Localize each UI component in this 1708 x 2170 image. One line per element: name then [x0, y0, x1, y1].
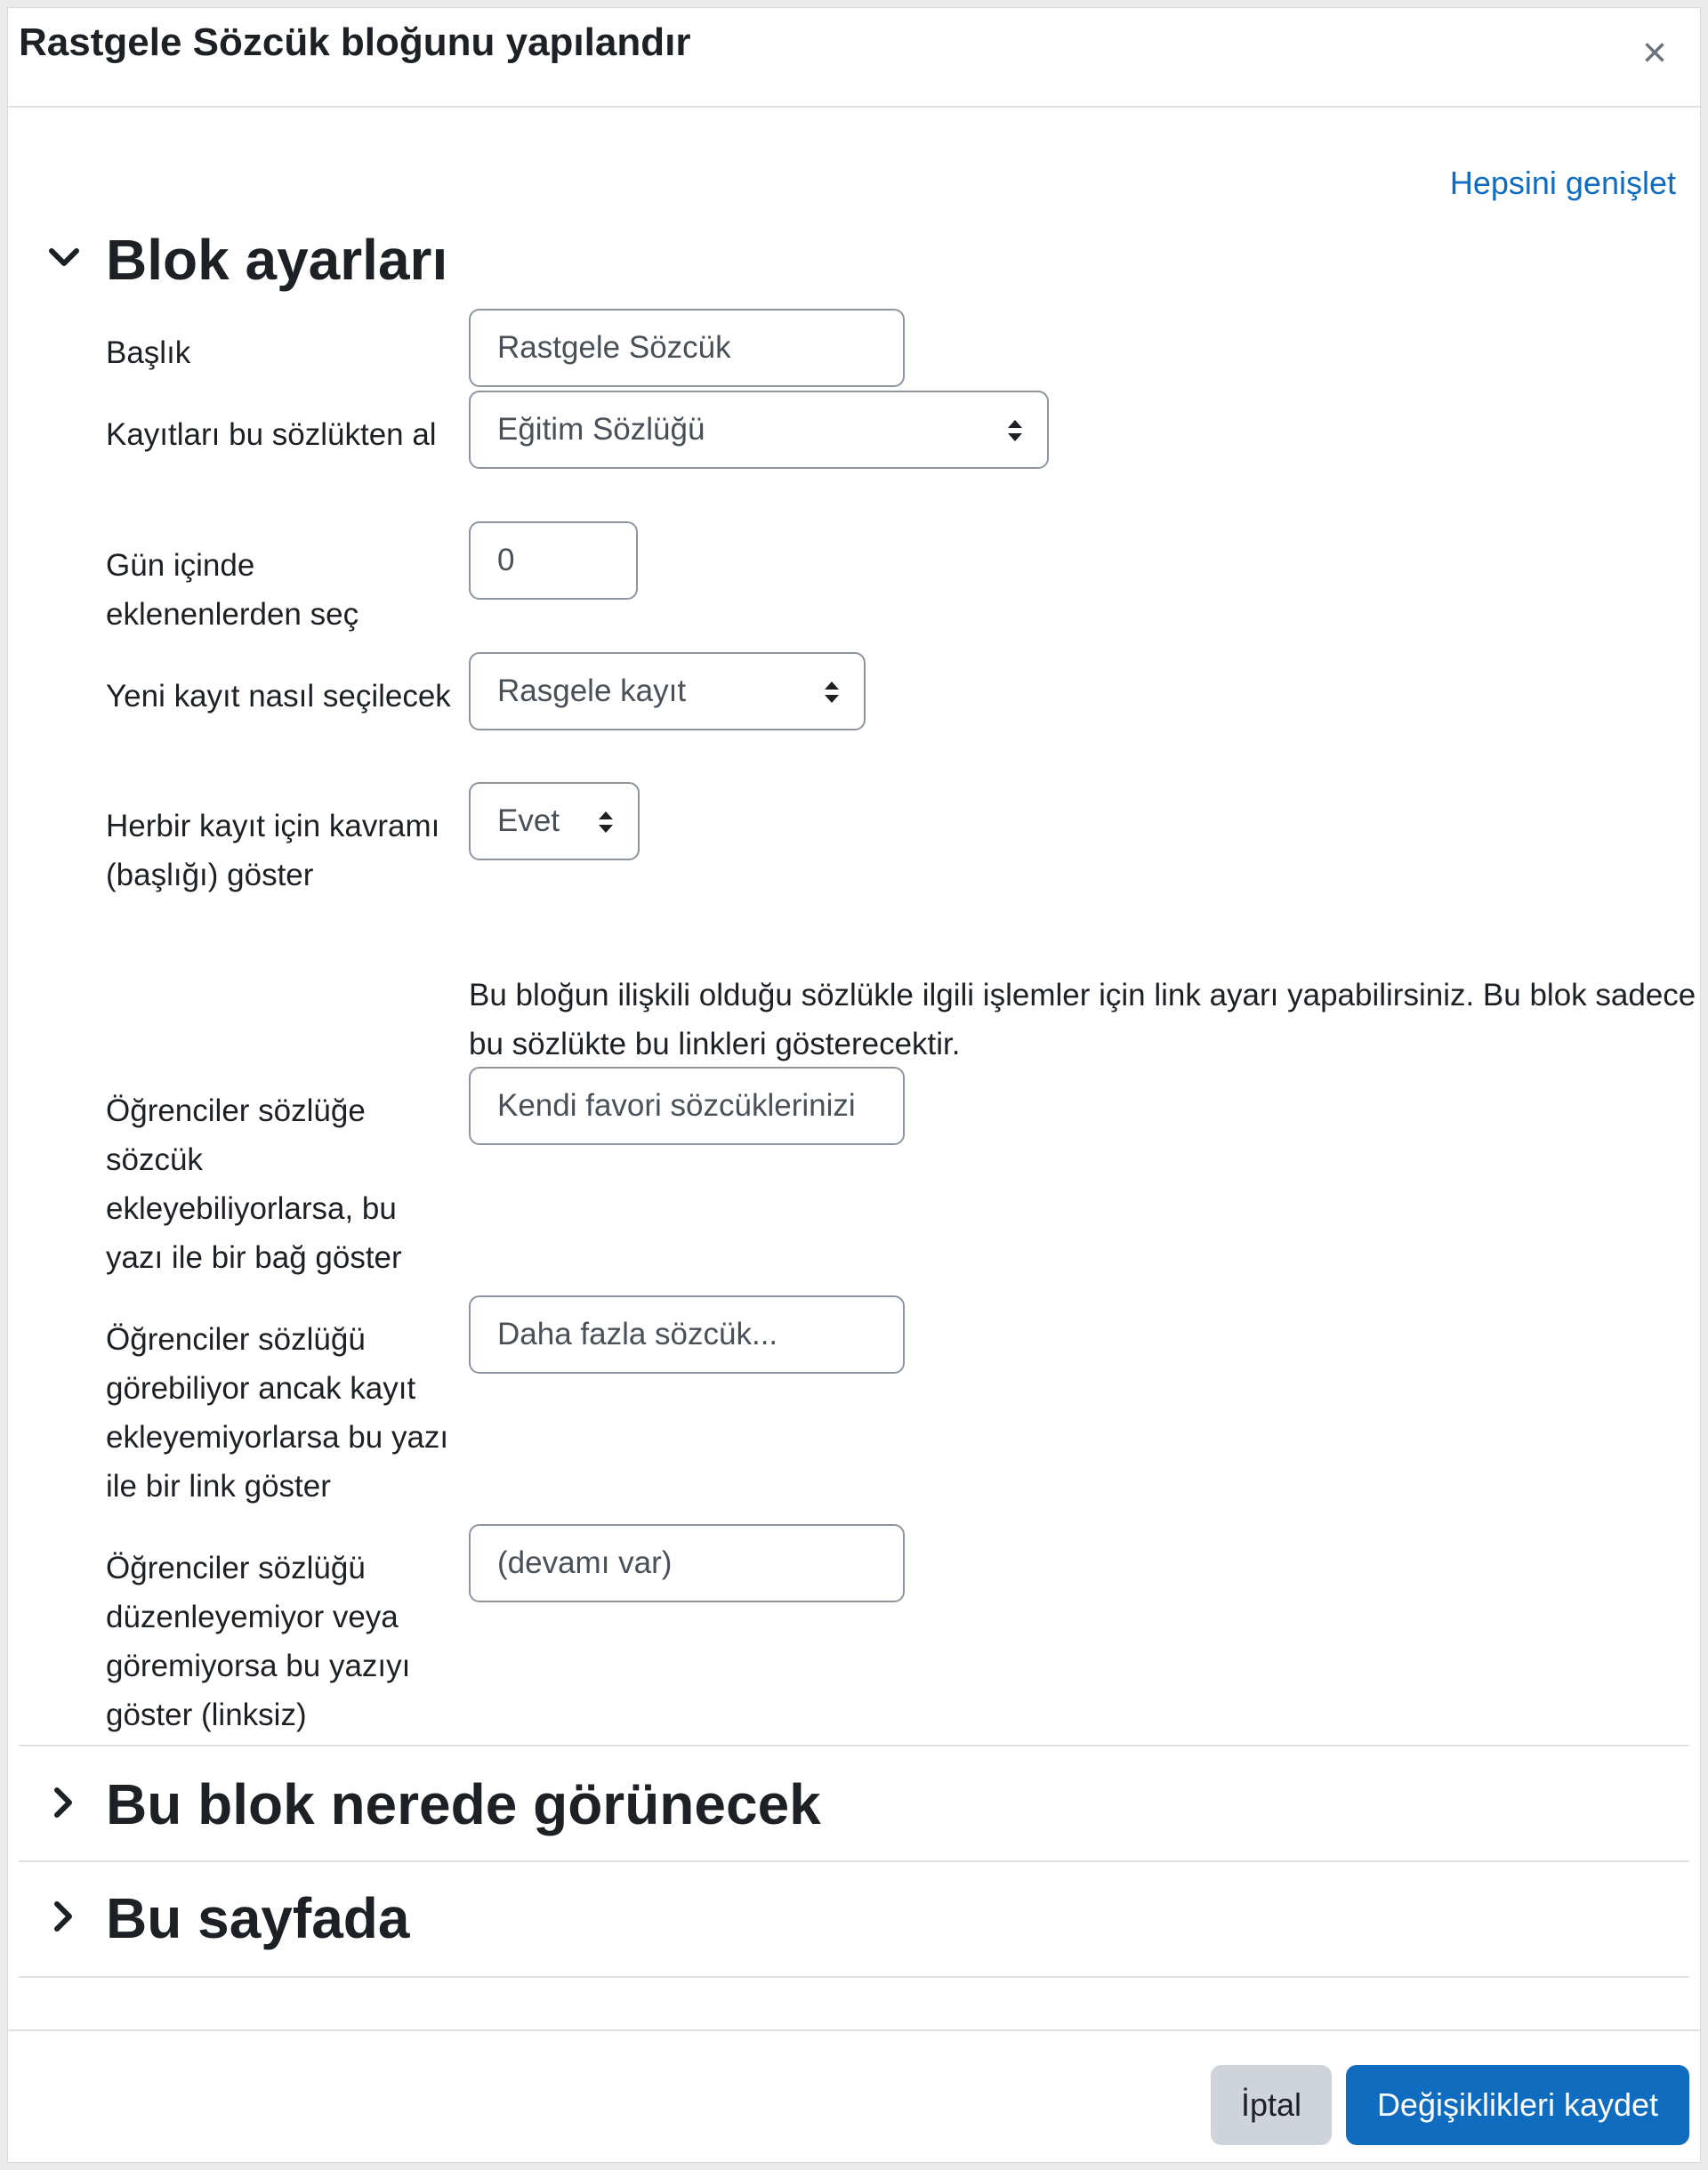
- section-block-settings[interactable]: [8, 218, 1700, 298]
- section-title: Bu sayfada: [106, 1886, 410, 1950]
- section-divider: [19, 1860, 1689, 1862]
- order-label: Yeni kayıt nasıl seçilecek: [106, 679, 451, 714]
- save-changes-button[interactable]: Değişiklikleri kaydet: [1346, 2065, 1689, 2145]
- select-caret-icon: [823, 678, 841, 705]
- section-on-this-page[interactable]: [8, 1880, 1700, 1960]
- show-concept-select-value: Evet: [497, 803, 560, 838]
- order-select[interactable]: [469, 652, 866, 730]
- glossary-select-value: Eğitim Sözlüğü: [497, 412, 705, 447]
- section-block-location[interactable]: [8, 1766, 1700, 1846]
- invisible-label: Öğrenciler sözlüğü düzenleyemiyor veya göremiyorsa bu yazıyı göster (linksiz): [106, 1551, 411, 1732]
- order-select-value: Rasgele kayıt: [497, 674, 687, 708]
- links-help-text: Bu bloğun ilişkili olduğu sözlükle ilgili işlemler için link ayarı yapabilirsiniz. Bu blok sadece bu sözlükte bu linkleri gösterecektir.: [469, 978, 1696, 1061]
- view-label: Öğrenciler sözlüğü görebiliyor ancak kayıt ekleyemiyorlarsa bu yazı ile bir link göster: [106, 1322, 449, 1504]
- dialog-header: [8, 8, 1700, 108]
- add-entry-label: Öğrenciler sözlüğe sözcük ekleyebiliyorlarsa, bu yazı ile bir bağ göster: [106, 1093, 402, 1275]
- section-divider: [19, 1745, 1689, 1746]
- days-label: Gün içinde eklenenlerden seç: [106, 548, 359, 632]
- section-title: Bu blok nerede görünecek: [106, 1772, 821, 1836]
- days-input[interactable]: [469, 521, 638, 600]
- glossary-select[interactable]: [469, 391, 1049, 469]
- glossary-label: Kayıtları bu sözlükten al: [106, 417, 437, 452]
- chevron-right-icon: [45, 1784, 83, 1821]
- close-icon: ×: [1641, 29, 1668, 77]
- select-caret-icon: [597, 808, 615, 835]
- section-divider: [19, 1976, 1689, 1978]
- invisible-input[interactable]: [469, 1524, 905, 1602]
- dialog-title: Rastgele Sözcük bloğunu yapılandır: [19, 20, 691, 64]
- show-concept-label: Herbir kayıt için kavramı (başlığı) göster: [106, 809, 440, 892]
- chevron-right-icon: [45, 1898, 83, 1935]
- select-caret-icon: [1006, 416, 1024, 443]
- add-entry-input[interactable]: [469, 1067, 905, 1145]
- footer-divider: [8, 2029, 1700, 2031]
- cancel-button[interactable]: İptal: [1211, 2065, 1332, 2145]
- title-label: Başlık: [106, 335, 191, 370]
- close-button[interactable]: [1632, 31, 1677, 76]
- view-input[interactable]: [469, 1295, 905, 1374]
- chevron-down-icon: [45, 239, 83, 277]
- expand-all-link[interactable]: Hepsini genişlet: [1449, 165, 1676, 201]
- title-input[interactable]: [469, 309, 905, 387]
- section-title: Blok ayarları: [106, 228, 448, 292]
- show-concept-select[interactable]: [469, 782, 640, 860]
- config-dialog: [7, 7, 1701, 2163]
